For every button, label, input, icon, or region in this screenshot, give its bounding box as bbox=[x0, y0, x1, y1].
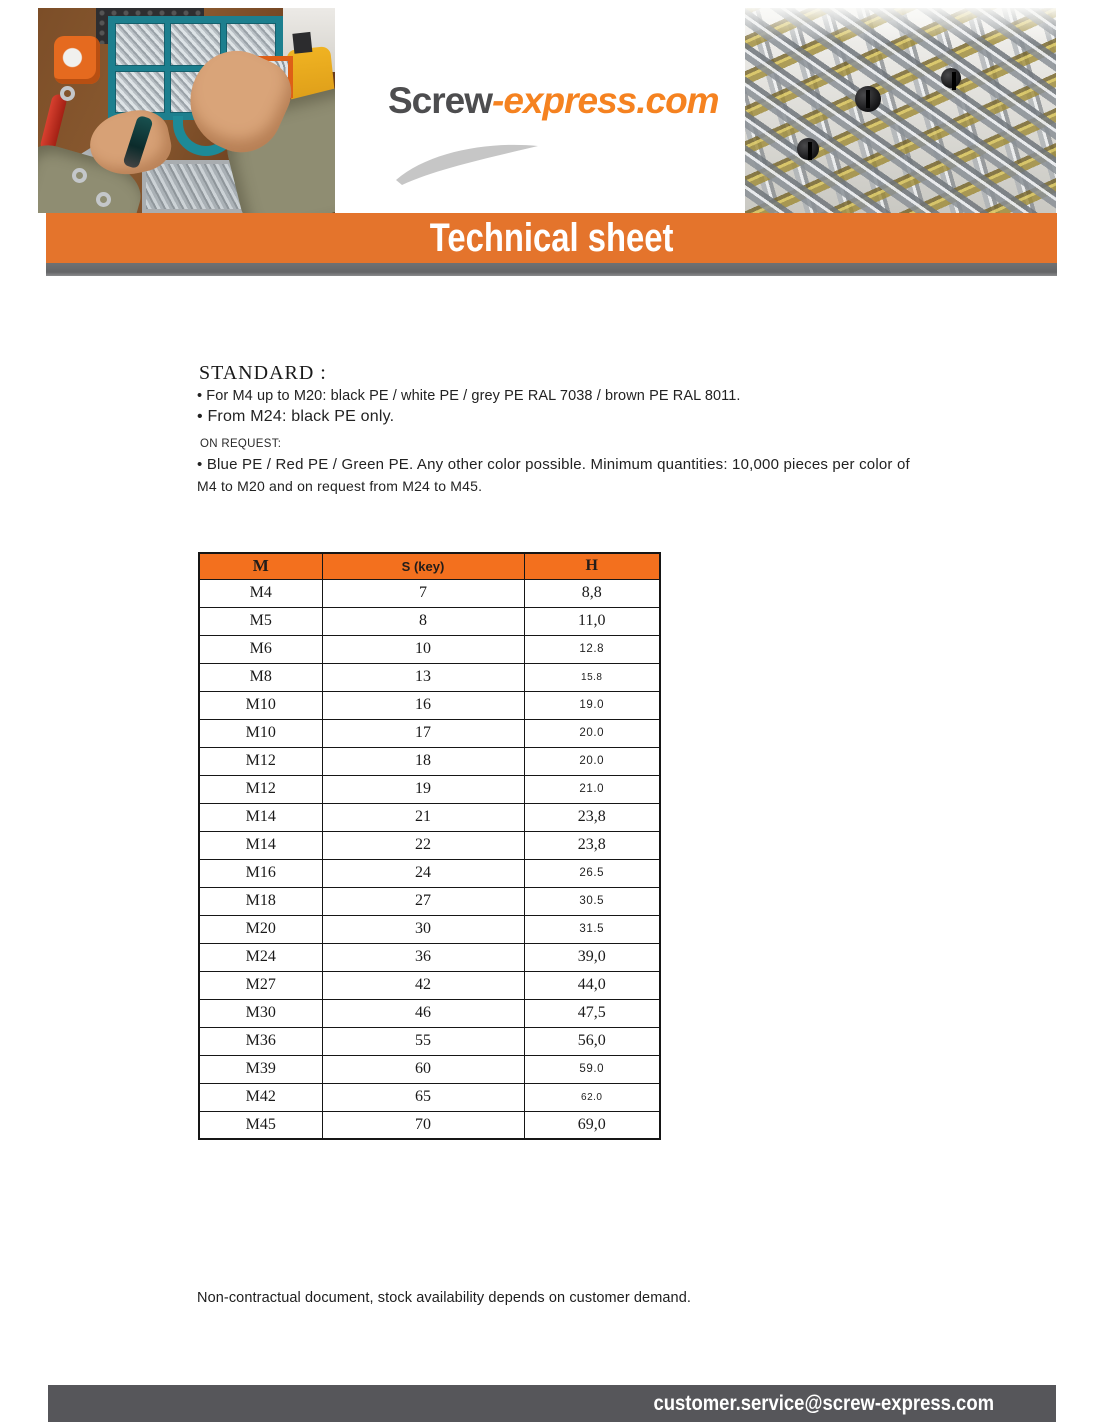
standard-bullet-2: • From M24: black PE only. bbox=[197, 408, 395, 425]
on-request-heading: ON REQUEST: bbox=[200, 438, 282, 450]
logo-swoosh-graphic bbox=[392, 136, 542, 186]
cell-s-value: 30 bbox=[322, 915, 524, 943]
cell-s-value: 16 bbox=[322, 691, 524, 719]
table-row bbox=[199, 719, 660, 747]
cell-h-value: 20.0 bbox=[524, 719, 660, 747]
cell-s-value: 36 bbox=[322, 943, 524, 971]
screw-head-graphic bbox=[855, 86, 881, 112]
table-row bbox=[199, 691, 660, 719]
cell-s-value: 24 bbox=[322, 859, 524, 887]
cell-h-value: 12.8 bbox=[524, 635, 660, 663]
table-row bbox=[199, 915, 660, 943]
cell-h-value: 59.0 bbox=[524, 1055, 660, 1083]
cell-h-value: 69,0 bbox=[524, 1111, 660, 1139]
column-header-s-key: S (key) bbox=[322, 553, 524, 579]
cell-h-value: 56,0 bbox=[524, 1027, 660, 1055]
cell-s-value: 60 bbox=[322, 1055, 524, 1083]
table-row bbox=[199, 1111, 660, 1139]
table-row bbox=[199, 803, 660, 831]
footer-bar bbox=[48, 1385, 1056, 1422]
table-row bbox=[199, 747, 660, 775]
cell-m-value: M6 bbox=[199, 635, 322, 663]
screw-head-graphic bbox=[797, 138, 819, 160]
table-row bbox=[199, 607, 660, 635]
cell-m-value: M12 bbox=[199, 775, 322, 803]
cell-s-value: 19 bbox=[322, 775, 524, 803]
table-row bbox=[199, 775, 660, 803]
cell-s-value: 46 bbox=[322, 999, 524, 1027]
cell-s-value: 8 bbox=[322, 607, 524, 635]
cell-m-value: M36 bbox=[199, 1027, 322, 1055]
table-row bbox=[199, 1055, 660, 1083]
table-row bbox=[199, 943, 660, 971]
cell-h-value: 31.5 bbox=[524, 915, 660, 943]
logo bbox=[388, 80, 740, 122]
cell-m-value: M24 bbox=[199, 943, 322, 971]
cell-s-value: 65 bbox=[322, 1083, 524, 1111]
cell-h-value: 30.5 bbox=[524, 887, 660, 915]
screws-photo bbox=[745, 8, 1056, 213]
cell-s-value: 55 bbox=[322, 1027, 524, 1055]
washer-graphic bbox=[72, 168, 87, 183]
cell-m-value: M30 bbox=[199, 999, 322, 1027]
workbench-photo bbox=[38, 8, 335, 213]
cell-s-value: 22 bbox=[322, 831, 524, 859]
cell-m-value: M27 bbox=[199, 971, 322, 999]
spec-table bbox=[198, 552, 661, 1140]
cell-m-value: M14 bbox=[199, 831, 322, 859]
standard-heading: STANDARD : bbox=[199, 362, 327, 384]
washer-graphic bbox=[60, 86, 75, 101]
cell-h-value: 39,0 bbox=[524, 943, 660, 971]
cell-m-value: M10 bbox=[199, 719, 322, 747]
cell-h-value: 11,0 bbox=[524, 607, 660, 635]
cell-s-value: 7 bbox=[322, 579, 524, 607]
cell-s-value: 42 bbox=[322, 971, 524, 999]
table-row bbox=[199, 971, 660, 999]
cell-m-value: M16 bbox=[199, 859, 322, 887]
logo-text-orange: -express.com bbox=[492, 80, 719, 121]
cell-m-value: M39 bbox=[199, 1055, 322, 1083]
standard-bullet-1: • For M4 up to M20: black PE / white PE / grey PE RAL 7038 / brown PE RAL 8011. bbox=[197, 388, 741, 404]
cell-h-value: 21.0 bbox=[524, 775, 660, 803]
on-request-line-1: • Blue PE / Red PE / Green PE. Any other color possible. Minimum quantities: 10,000 pieces per color of bbox=[197, 456, 910, 473]
on-request-line-2: M4 to M20 and on request from M24 to M45. bbox=[197, 478, 483, 494]
cell-s-value: 17 bbox=[322, 719, 524, 747]
contact-email: customer.service@screw-express.com bbox=[653, 1391, 994, 1415]
cell-h-value: 44,0 bbox=[524, 971, 660, 999]
cell-m-value: M12 bbox=[199, 747, 322, 775]
cell-s-value: 10 bbox=[322, 635, 524, 663]
table-row bbox=[199, 1083, 660, 1111]
cell-h-value: 19.0 bbox=[524, 691, 660, 719]
cell-h-value: 23,8 bbox=[524, 803, 660, 831]
table-row bbox=[199, 635, 660, 663]
banner-underline-strip bbox=[46, 263, 1057, 276]
washer-graphic bbox=[96, 192, 111, 207]
cell-h-value: 15.8 bbox=[524, 663, 660, 691]
cell-m-value: M8 bbox=[199, 663, 322, 691]
cell-h-value: 20.0 bbox=[524, 747, 660, 775]
title-banner bbox=[46, 213, 1057, 263]
cell-s-value: 18 bbox=[322, 747, 524, 775]
cell-s-value: 13 bbox=[322, 663, 524, 691]
screw-bin-graphic bbox=[115, 23, 165, 66]
logo-text-dark: Screw bbox=[388, 80, 493, 121]
cell-m-value: M4 bbox=[199, 579, 322, 607]
cell-m-value: M14 bbox=[199, 803, 322, 831]
cell-m-value: M45 bbox=[199, 1111, 322, 1139]
cell-m-value: M18 bbox=[199, 887, 322, 915]
cell-s-value: 27 bbox=[322, 887, 524, 915]
table-row bbox=[199, 1027, 660, 1055]
cell-m-value: M5 bbox=[199, 607, 322, 635]
screwdriver-graphic bbox=[39, 93, 68, 153]
spec-table-header bbox=[199, 553, 660, 579]
cell-m-value: M10 bbox=[199, 691, 322, 719]
cell-h-value: 23,8 bbox=[524, 831, 660, 859]
cell-h-value: 8,8 bbox=[524, 579, 660, 607]
cell-s-value: 21 bbox=[322, 803, 524, 831]
table-row bbox=[199, 999, 660, 1027]
cell-s-value: 70 bbox=[322, 1111, 524, 1139]
tape-measure-graphic bbox=[54, 36, 100, 84]
page-title: Technical sheet bbox=[429, 215, 674, 260]
spec-table-body bbox=[199, 579, 660, 1139]
cell-h-value: 26.5 bbox=[524, 859, 660, 887]
screw-bin-graphic bbox=[115, 71, 165, 114]
disclaimer-note: Non-contractual document, stock availability depends on customer demand. bbox=[197, 1290, 692, 1306]
column-header-h: H bbox=[524, 553, 660, 579]
cell-h-value: 62.0 bbox=[524, 1083, 660, 1111]
cell-m-value: M20 bbox=[199, 915, 322, 943]
cell-m-value: M42 bbox=[199, 1083, 322, 1111]
column-header-m: M bbox=[199, 553, 322, 579]
table-row bbox=[199, 579, 660, 607]
table-row bbox=[199, 831, 660, 859]
logo-text bbox=[388, 80, 740, 122]
header-row bbox=[199, 553, 660, 579]
table-row bbox=[199, 887, 660, 915]
table-row bbox=[199, 859, 660, 887]
cell-h-value: 47,5 bbox=[524, 999, 660, 1027]
table-row bbox=[199, 663, 660, 691]
photo-background-fade bbox=[745, 8, 1056, 42]
screw-head-graphic bbox=[941, 68, 961, 88]
